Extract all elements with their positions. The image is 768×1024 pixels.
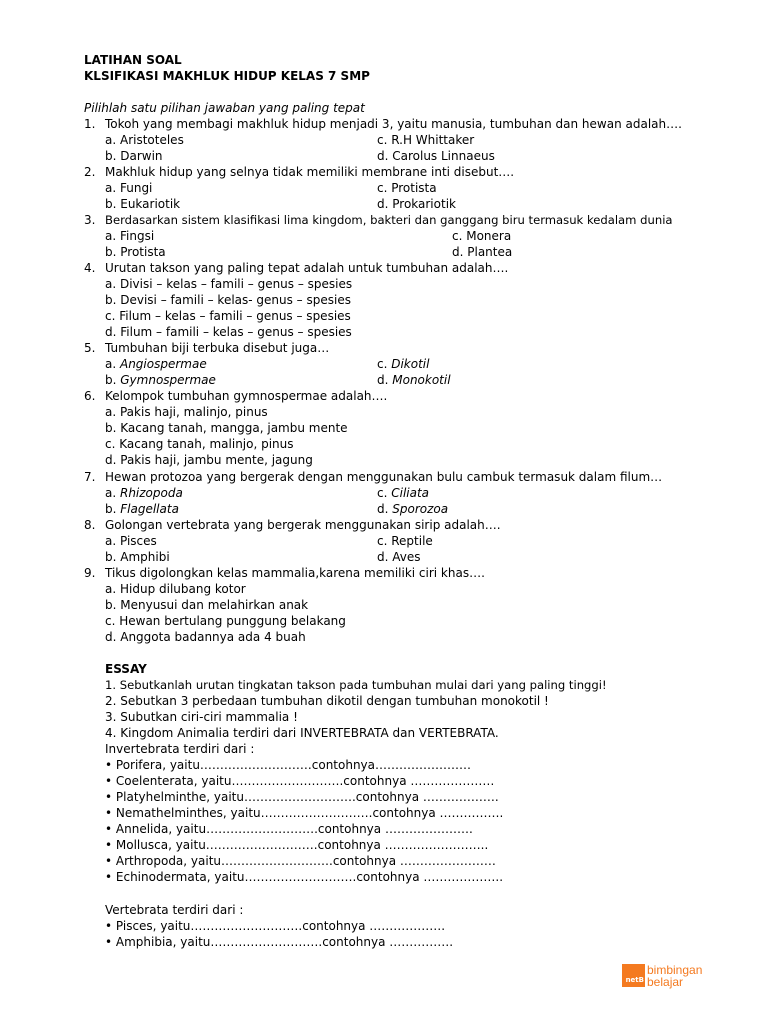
essay-item: 1. Sebutkanlah urutan tingkatan takson pada tumbuhan mulai dari yang paling tinggi! [105, 678, 607, 692]
question-number: 6. [84, 389, 96, 403]
option-b: b. Protista [105, 245, 166, 259]
option-letter: c. [377, 486, 392, 500]
option-d [377, 372, 451, 388]
option-letter: a. [105, 357, 120, 371]
option-b: b. Kacang tanah, mangga, jambu mente [105, 421, 348, 435]
option-b [105, 372, 216, 388]
question-number: 8. [84, 518, 96, 532]
logo-text-line2: belajar [647, 975, 684, 989]
instruction-text: Pilihlah satu pilihan jawaban yang paling tepat [84, 101, 365, 115]
invertebrata-item: • Nemathelminthes, yaitu……………………….contohnya ……………. [105, 806, 504, 820]
option-a: a. Fungi [105, 181, 153, 195]
option-a [105, 356, 207, 372]
option-d: d. Prokariotik [377, 197, 456, 211]
option-text: Angiospermae [119, 357, 207, 371]
vertebrata-item: • Amphibia, yaitu……………………….contohnya ……………. [105, 935, 454, 949]
invertebrata-item: • Porifera, yaitu……………………….contohnya…………………… [105, 758, 472, 772]
question-text: Kelompok tumbuhan gymnospermae adalah…. [105, 389, 388, 403]
question-text: Hewan protozoa yang bergerak dengan menggunakan bulu cambuk termasuk dalam filum… [105, 470, 663, 484]
option-b: b. Eukariotik [105, 197, 181, 211]
option-c: c. Reptile [377, 534, 433, 548]
netb-logo-box: netB [622, 964, 645, 987]
option-c: c. Protista [377, 181, 437, 195]
invertebrata-item: • Platyhelminthe, yaitu……………………….contohnya ………………. [105, 790, 499, 804]
option-d: d. Aves [377, 550, 421, 564]
option-d: d. Filum – famili – kelas – genus – spesies [105, 325, 352, 339]
option-b: b. Darwin [105, 149, 163, 163]
question-number: 9. [84, 566, 96, 580]
option-c: c. Filum – kelas – famili – genus – spesies [105, 309, 351, 323]
question-number: 7. [84, 470, 96, 484]
option-text: Ciliata [391, 486, 430, 500]
option-letter: b. [105, 502, 121, 516]
option-text: Flagellata [120, 502, 179, 516]
option-b: b. Amphibi [105, 550, 170, 564]
invertebrata-item: • Mollusca, yaitu……………………….contohnya …………………….. [105, 838, 489, 852]
question-number: 1. [84, 117, 96, 131]
option-text: Monokotil [392, 373, 451, 387]
option-d: d. Anggota badannya ada 4 buah [105, 630, 306, 644]
option-b [105, 501, 179, 517]
option-d: d. Pakis haji, jambu mente, jagung [105, 453, 313, 467]
logo-text-line1: bimbingan [647, 963, 703, 977]
worksheet-subtitle: KLSIFIKASI MAKHLUK HIDUP KELAS 7 SMP [84, 69, 370, 83]
invertebrata-item: • Coelenterata, yaitu……………………….contohnya ………………… [105, 774, 495, 788]
vertebrata-item: • Pisces, yaitu……………………….contohnya ………………. [105, 919, 446, 933]
option-text: Gymnospermae [120, 373, 216, 387]
essay-item: 2. Sebutkan 3 perbedaan tumbuhan dikotil dengan tumbuhan monokotil ! [105, 694, 549, 708]
option-letter: a. [105, 486, 120, 500]
invertebrata-item: • Annelida, yaitu……………………….contohnya …………………. [105, 822, 473, 836]
worksheet-title: LATIHAN SOAL [84, 53, 182, 67]
option-c: c. Kacang tanah, malinjo, pinus [105, 437, 294, 451]
bimbingan-belajar-logo [622, 962, 722, 990]
invertebrata-item: • Echinodermata, yaitu……………………….contohnya ……………….. [105, 870, 504, 884]
essay-heading: ESSAY [105, 662, 147, 676]
question-number: 5. [84, 341, 96, 355]
option-a: a. Divisi – kelas – famili – genus – spesies [105, 277, 353, 291]
vertebrata-heading: Vertebrata terdiri dari : [105, 903, 244, 917]
option-letter: c. [377, 357, 392, 371]
option-d: d. Carolus Linnaeus [377, 149, 495, 163]
option-a: a. Pakis haji, malinjo, pinus [105, 405, 268, 419]
question-text: Golongan vertebrata yang bergerak menggunakan sirip adalah…. [105, 518, 501, 532]
question-text: Berdasarkan sistem klasifikasi lima kingdom, bakteri dan ganggang biru termasuk kedalam dunia [105, 213, 673, 227]
option-text: Rhizopoda [119, 486, 183, 500]
essay-item: 4. Kingdom Animalia terdiri dari INVERTEBRATA dan VERTEBRATA. [105, 726, 499, 740]
option-a [105, 485, 183, 501]
option-c [377, 485, 429, 501]
option-text: Sporozoa [392, 502, 449, 516]
option-a: a. Fingsi [105, 229, 155, 243]
question-text: Tumbuhan biji terbuka disebut juga… [105, 341, 330, 355]
essay-item: 3. Subutkan ciri-ciri mammalia ! [105, 710, 298, 724]
option-c: c. Monera [452, 229, 512, 243]
option-c: c. Hewan bertulang punggung belakang [105, 614, 346, 628]
option-d [377, 501, 448, 517]
question-number: 4. [84, 261, 96, 275]
option-b: b. Devisi – famili – kelas- genus – spesies [105, 293, 351, 307]
option-letter: d. [377, 373, 393, 387]
question-text: Makhluk hidup yang selnya tidak memiliki membrane inti disebut…. [105, 165, 515, 179]
option-c: c. R.H Whittaker [377, 133, 475, 147]
option-d: d. Plantea [452, 245, 513, 259]
question-text: Urutan takson yang paling tepat adalah untuk tumbuhan adalah…. [105, 261, 509, 275]
option-letter: d. [377, 502, 393, 516]
option-a: a. Pisces [105, 534, 157, 548]
invertebrata-item: • Arthropoda, yaitu……………………….contohnya …………………… [105, 854, 496, 868]
option-text: Dikotil [391, 357, 430, 371]
invertebrata-heading: Invertebrata terdiri dari : [105, 742, 255, 756]
option-a: a. Aristoteles [105, 133, 184, 147]
question-number: 3. [84, 213, 96, 227]
option-b: b. Menyusui dan melahirkan anak [105, 598, 309, 612]
option-c [377, 356, 429, 372]
question-text: Tikus digolongkan kelas mammalia,karena memiliki ciri khas…. [105, 566, 485, 580]
question-number: 2. [84, 165, 96, 179]
option-letter: b. [105, 373, 121, 387]
question-text: Tokoh yang membagi makhluk hidup menjadi 3, yaitu manusia, tumbuhan dan hewan adalah…. [105, 117, 682, 131]
option-a: a. Hidup dilubang kotor [105, 582, 246, 596]
